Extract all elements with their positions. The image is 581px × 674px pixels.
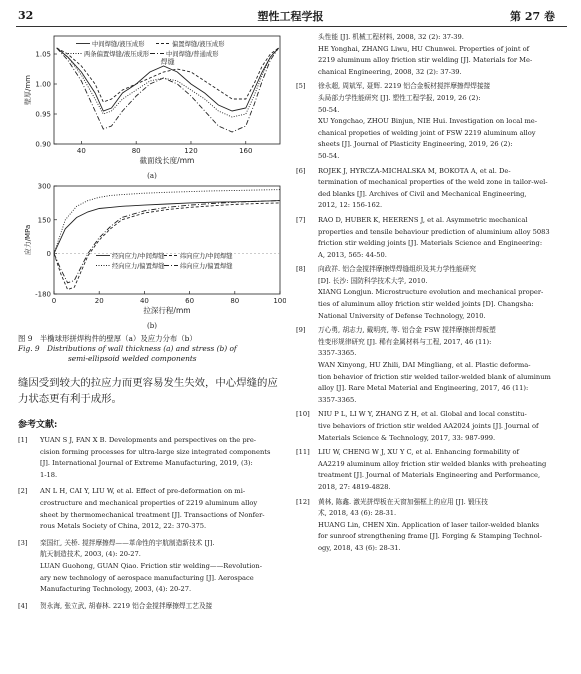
x-axis-label: 拉深行程/mm <box>143 306 191 315</box>
reference-item <box>18 601 286 613</box>
reference-text <box>318 215 566 261</box>
reference-line: ROJEK J, HYRCZA-MICHALSKA M, BOKOTA A, et al. De- <box>318 166 511 175</box>
reference-line: AA2219 aluminum alloy friction stir welded blanks with preheating <box>318 459 547 468</box>
reference-line: 1-18. <box>40 470 58 479</box>
reference-line: ded blanks [J]. Archives of Civil and Mechanical Engineering, <box>318 189 527 198</box>
y-tick-label: 0.95 <box>35 110 51 119</box>
reference-line: 50-54. <box>318 105 340 114</box>
reference-text <box>40 435 286 481</box>
reference-line: 栾国红, 关桥. 搅拌摩擦焊——革命性的宇航制造新技术 [J]. <box>40 538 215 547</box>
legend-label: 经向应力/中间焊缝 <box>112 253 165 260</box>
reference-line: chanical propeties of welding joint of FSW 2219 aluminum alloy <box>318 128 536 137</box>
reference-item <box>296 215 566 261</box>
reference-line: sheets [J]. Journal of Plasticity Engineering, 2019, 26 (2): <box>318 140 513 149</box>
reference-line: for sunroof strengthening frame [J]. Forging & Stamping Technol- <box>318 532 543 541</box>
series-line-2 <box>54 190 280 254</box>
stress-chart <box>18 182 286 317</box>
y-tick-label: 0 <box>46 250 51 258</box>
reference-line: 性变形规律研究 [J]. 稀有金属材料与工程, 2017, 46 (11): <box>318 337 492 346</box>
reference-item <box>296 497 566 555</box>
reference-item <box>18 435 286 481</box>
reference-line: 万心勇, 胡志力, 戴明亮, 等. 铝合金 FSW 搅拌摩擦拼焊板塑 <box>318 326 496 335</box>
caption-en-2: semi-ellipsoid welded components <box>68 354 197 363</box>
weld-annotation: 焊缝 <box>160 58 175 67</box>
y-tick-label: -180 <box>35 290 51 299</box>
volume-label: 第 27 卷 <box>510 10 555 23</box>
reference-number: [7] <box>296 215 306 224</box>
reference-text <box>318 81 566 162</box>
legend-label: 经向应力/偏置焊缝 <box>112 263 165 270</box>
reference-line: XIANG Longjun. Microstructure evolution and mechanical proper- <box>318 288 544 297</box>
reference-line: cision forming processes for ultra-large size integrated components <box>40 447 271 456</box>
reference-line: 航天制造技术, 2003, (4): 20-27. <box>40 550 141 559</box>
x-tick-label: 40 <box>139 297 149 305</box>
wall-thickness-chart <box>18 32 286 167</box>
legend-label: 两条偏置焊缝/液压成形 <box>84 51 150 58</box>
reference-item <box>18 538 286 596</box>
reference-number: [10] <box>296 410 310 419</box>
reference-line: termination of mechanical properties of the weld zone in tailor-wel- <box>318 178 548 187</box>
reference-line: alloy [J]. Rare Metal Material and Engineering, 2017, 46 (11): <box>318 384 529 393</box>
x-axis-label: 截面线长度/mm <box>139 156 195 165</box>
reference-line: 头局部力学性能研究 [J]. 塑性工程学报, 2019, 26 (2): <box>318 93 481 102</box>
reference-text <box>318 409 566 444</box>
reference-number: [8] <box>296 265 306 274</box>
legend-label: 纬向应力/偏置焊缝 <box>180 263 233 270</box>
reference-text <box>318 447 566 493</box>
reference-line: ogy, 2018, 43 (6): 28-31. <box>318 543 401 552</box>
reference-line: ties of aluminum alloy friction stir welded joints [D]. Changsha: <box>318 300 534 309</box>
reference-number: [3] <box>18 538 28 547</box>
reference-text <box>318 497 566 555</box>
caption-en-1: Fig. 9 Distributions of wall thickness (a) and stress (b) of <box>18 344 237 353</box>
legend-label: 偏置焊缝/液压成形 <box>172 41 225 48</box>
journal-title: 塑性工程学报 <box>257 10 324 23</box>
x-tick-label: 0 <box>51 297 57 305</box>
x-tick-label: 60 <box>185 297 195 305</box>
figure-9 <box>18 32 286 364</box>
chart-b-sublabel: (b) <box>147 322 157 330</box>
reference-text <box>318 32 566 78</box>
reference-number: [4] <box>18 601 28 610</box>
reference-line: friction stir welding joints [J]. Materials Science and Engineering: <box>318 239 543 248</box>
reference-item <box>296 81 566 162</box>
references-title: 参考文献: <box>18 420 58 430</box>
reference-number: [11] <box>296 448 310 457</box>
reference-line: LUAN Guohong, GUAN Qiao. Friction stir welding——Revolution- <box>40 561 262 570</box>
header-rule <box>16 26 567 27</box>
reference-number: [12] <box>296 497 310 506</box>
reference-line: LIU W, CHENG W J, XU Y C, et al. Enhancing formability of <box>318 448 520 457</box>
reference-line: 50-54. <box>318 151 340 160</box>
right-column <box>296 32 566 555</box>
reference-line: 2018, 27: 4819-4828. <box>318 482 391 491</box>
reference-line: 头性能 [J]. 机械工程材料, 2008, 32 (2): 37-39. <box>318 33 464 41</box>
reference-line: 2219 aluminum alloy friction stir welding [J]. Materials for Me- <box>318 56 533 65</box>
reference-number: [9] <box>296 326 306 335</box>
page-number: 32 <box>18 9 34 22</box>
reference-line: treatment [J]. Journal of Materials Engineering and Performance, <box>318 471 541 480</box>
reference-line: WAN Xinyong, HU Zhili, DAI Mingliang, et al. Plastic deforma- <box>318 361 531 370</box>
reference-line: [D]. 长沙: 国防科学技术大学, 2010. <box>318 276 428 285</box>
page-header <box>0 8 581 28</box>
figure-caption <box>18 334 286 364</box>
y-tick-label: 1.05 <box>35 50 51 59</box>
reference-line: XU Yongchao, ZHOU Binjun, NIE Hui. Investigation on local me- <box>318 117 538 126</box>
reference-line: 徐永超, 周斌军, 聂辉. 2219 铝合金板材搅拌摩擦焊焊接接 <box>318 82 491 91</box>
reference-line: 向政祥. 铝合金搅拌摩擦焊焊缝组织及其力学性能研究 <box>318 265 477 274</box>
reference-line: sheet by thermomechanical treatment [J]. Transactions of Nonfer- <box>40 510 265 519</box>
reference-line: properties and tensile behaviour prediction of aluminium alloy 5083 <box>318 227 550 236</box>
reference-line: [J]. International Journal of Extreme Manufacturing, 2019, (3): <box>40 459 253 468</box>
x-tick-label: 80 <box>230 297 240 305</box>
reference-line: AN L H, CAI Y, LIU W, et al. Effect of pre-deformation on mi- <box>40 487 246 496</box>
y-tick-label: 150 <box>37 216 51 225</box>
y-tick-label: 1.00 <box>35 80 51 89</box>
reference-item <box>296 409 566 444</box>
references-right <box>296 32 566 555</box>
reference-line: 3357-3365. <box>318 395 357 404</box>
x-tick-label: 80 <box>131 147 141 155</box>
reference-text <box>40 538 286 596</box>
left-column <box>18 32 286 612</box>
series-line-3 <box>54 201 280 283</box>
series-line-1 <box>54 203 280 290</box>
reference-number: [1] <box>18 436 28 444</box>
x-tick-label: 20 <box>94 297 104 305</box>
reference-line: A, 2013, 565: 44-50. <box>318 250 387 259</box>
reference-text <box>318 166 566 212</box>
reference-line: HE Yonghai, ZHANG Liwu, HU Chunwei. Properties of joint of <box>318 44 530 53</box>
legend-label: 中间焊缝/普通成形 <box>166 51 219 58</box>
reference-line: NIU P L, LI W Y, ZHANG Z H, et al. Global and local constitu- <box>318 410 527 419</box>
x-tick-label: 120 <box>184 147 198 155</box>
reference-item <box>296 264 566 322</box>
reference-item <box>296 325 566 406</box>
reference-item <box>296 447 566 493</box>
plot-frame <box>54 186 280 294</box>
reference-line: RAO D, HUBER K, HEERENS J, et al. Asymmetric mechanical <box>318 215 528 224</box>
reference-line: Materials Science & Technology, 2017, 33: 987-999. <box>318 433 496 442</box>
y-tick-label: 0.90 <box>35 140 51 149</box>
references-left <box>18 435 286 612</box>
reference-line: 2012, 12: 156-162. <box>318 201 383 210</box>
reference-text <box>318 325 566 406</box>
reference-item <box>296 32 566 78</box>
y-tick-label: 300 <box>37 182 51 191</box>
reference-number: [2] <box>18 487 28 496</box>
reference-line: National University of Defense Technology, 2010. <box>318 311 486 320</box>
series-line-0 <box>54 201 280 254</box>
reference-item <box>296 166 566 212</box>
reference-line: HUANG Lin, CHEN Xin. Application of laser tailor-welded blanks <box>318 520 540 529</box>
reference-text <box>40 601 286 613</box>
reference-line: chanical Engineering, 2008, 32 (2): 37-39. <box>318 67 462 76</box>
caption-cn: 图 9 半椭球形拼焊构件的壁厚（a）及应力分布（b） <box>18 334 197 343</box>
x-tick-label: 100 <box>273 297 286 305</box>
reference-number <box>296 32 318 78</box>
reference-line: 贺永海, 张立武, 胡春林. 2219 铝合金搅拌摩擦焊工艺及接 <box>40 601 213 610</box>
reference-line: 黄林, 陈鑫. 激光拼焊板在天窗加强框上的应用 [J]. 锻压技 <box>318 497 488 506</box>
reference-number: [6] <box>296 166 306 175</box>
legend-label: 中间焊缝/液压成形 <box>92 41 145 48</box>
reference-line: YUAN S J, FAN X B. Developments and perspectives on the pre- <box>40 436 257 444</box>
legend-label: 纬向应力/中间焊缝 <box>180 253 233 260</box>
reference-text <box>318 264 566 322</box>
reference-item <box>18 486 286 532</box>
reference-line: tive behaviors of friction stir welded AA2024 joints [J]. Journal of <box>318 422 539 430</box>
x-tick-label: 40 <box>76 147 86 155</box>
reference-line: Manufacturing Technology, 2003, (4): 20-27. <box>40 585 192 594</box>
y-axis-label: 壁厚/mm <box>24 75 32 105</box>
reference-text <box>40 486 286 532</box>
reference-line: 3357-3365. <box>318 349 357 358</box>
chart-a-sublabel: (a) <box>147 172 157 180</box>
x-tick-label: 160 <box>239 147 253 155</box>
reference-line: ary new technology of aerospace manufacturing [J]. Aerospace <box>40 573 254 582</box>
reference-line: crostructure and mechanical properties of 2219 aluminum alloy <box>40 498 258 507</box>
body-paragraph: 缝因受到较大的拉应力而更容易发生失效，中心焊缝的应力状态更有利于成形。 <box>18 377 278 405</box>
reference-number: [5] <box>296 82 306 91</box>
reference-line: 术, 2018, 43 (6): 28-31. <box>318 509 397 518</box>
y-axis-label: 应力/MPa <box>24 224 32 256</box>
reference-line: tion behavior of friction stir welded tailor-welded blank of aluminum <box>318 372 551 381</box>
reference-line: rous Metals Society of China, 2012, 22: 370-375. <box>40 522 207 531</box>
